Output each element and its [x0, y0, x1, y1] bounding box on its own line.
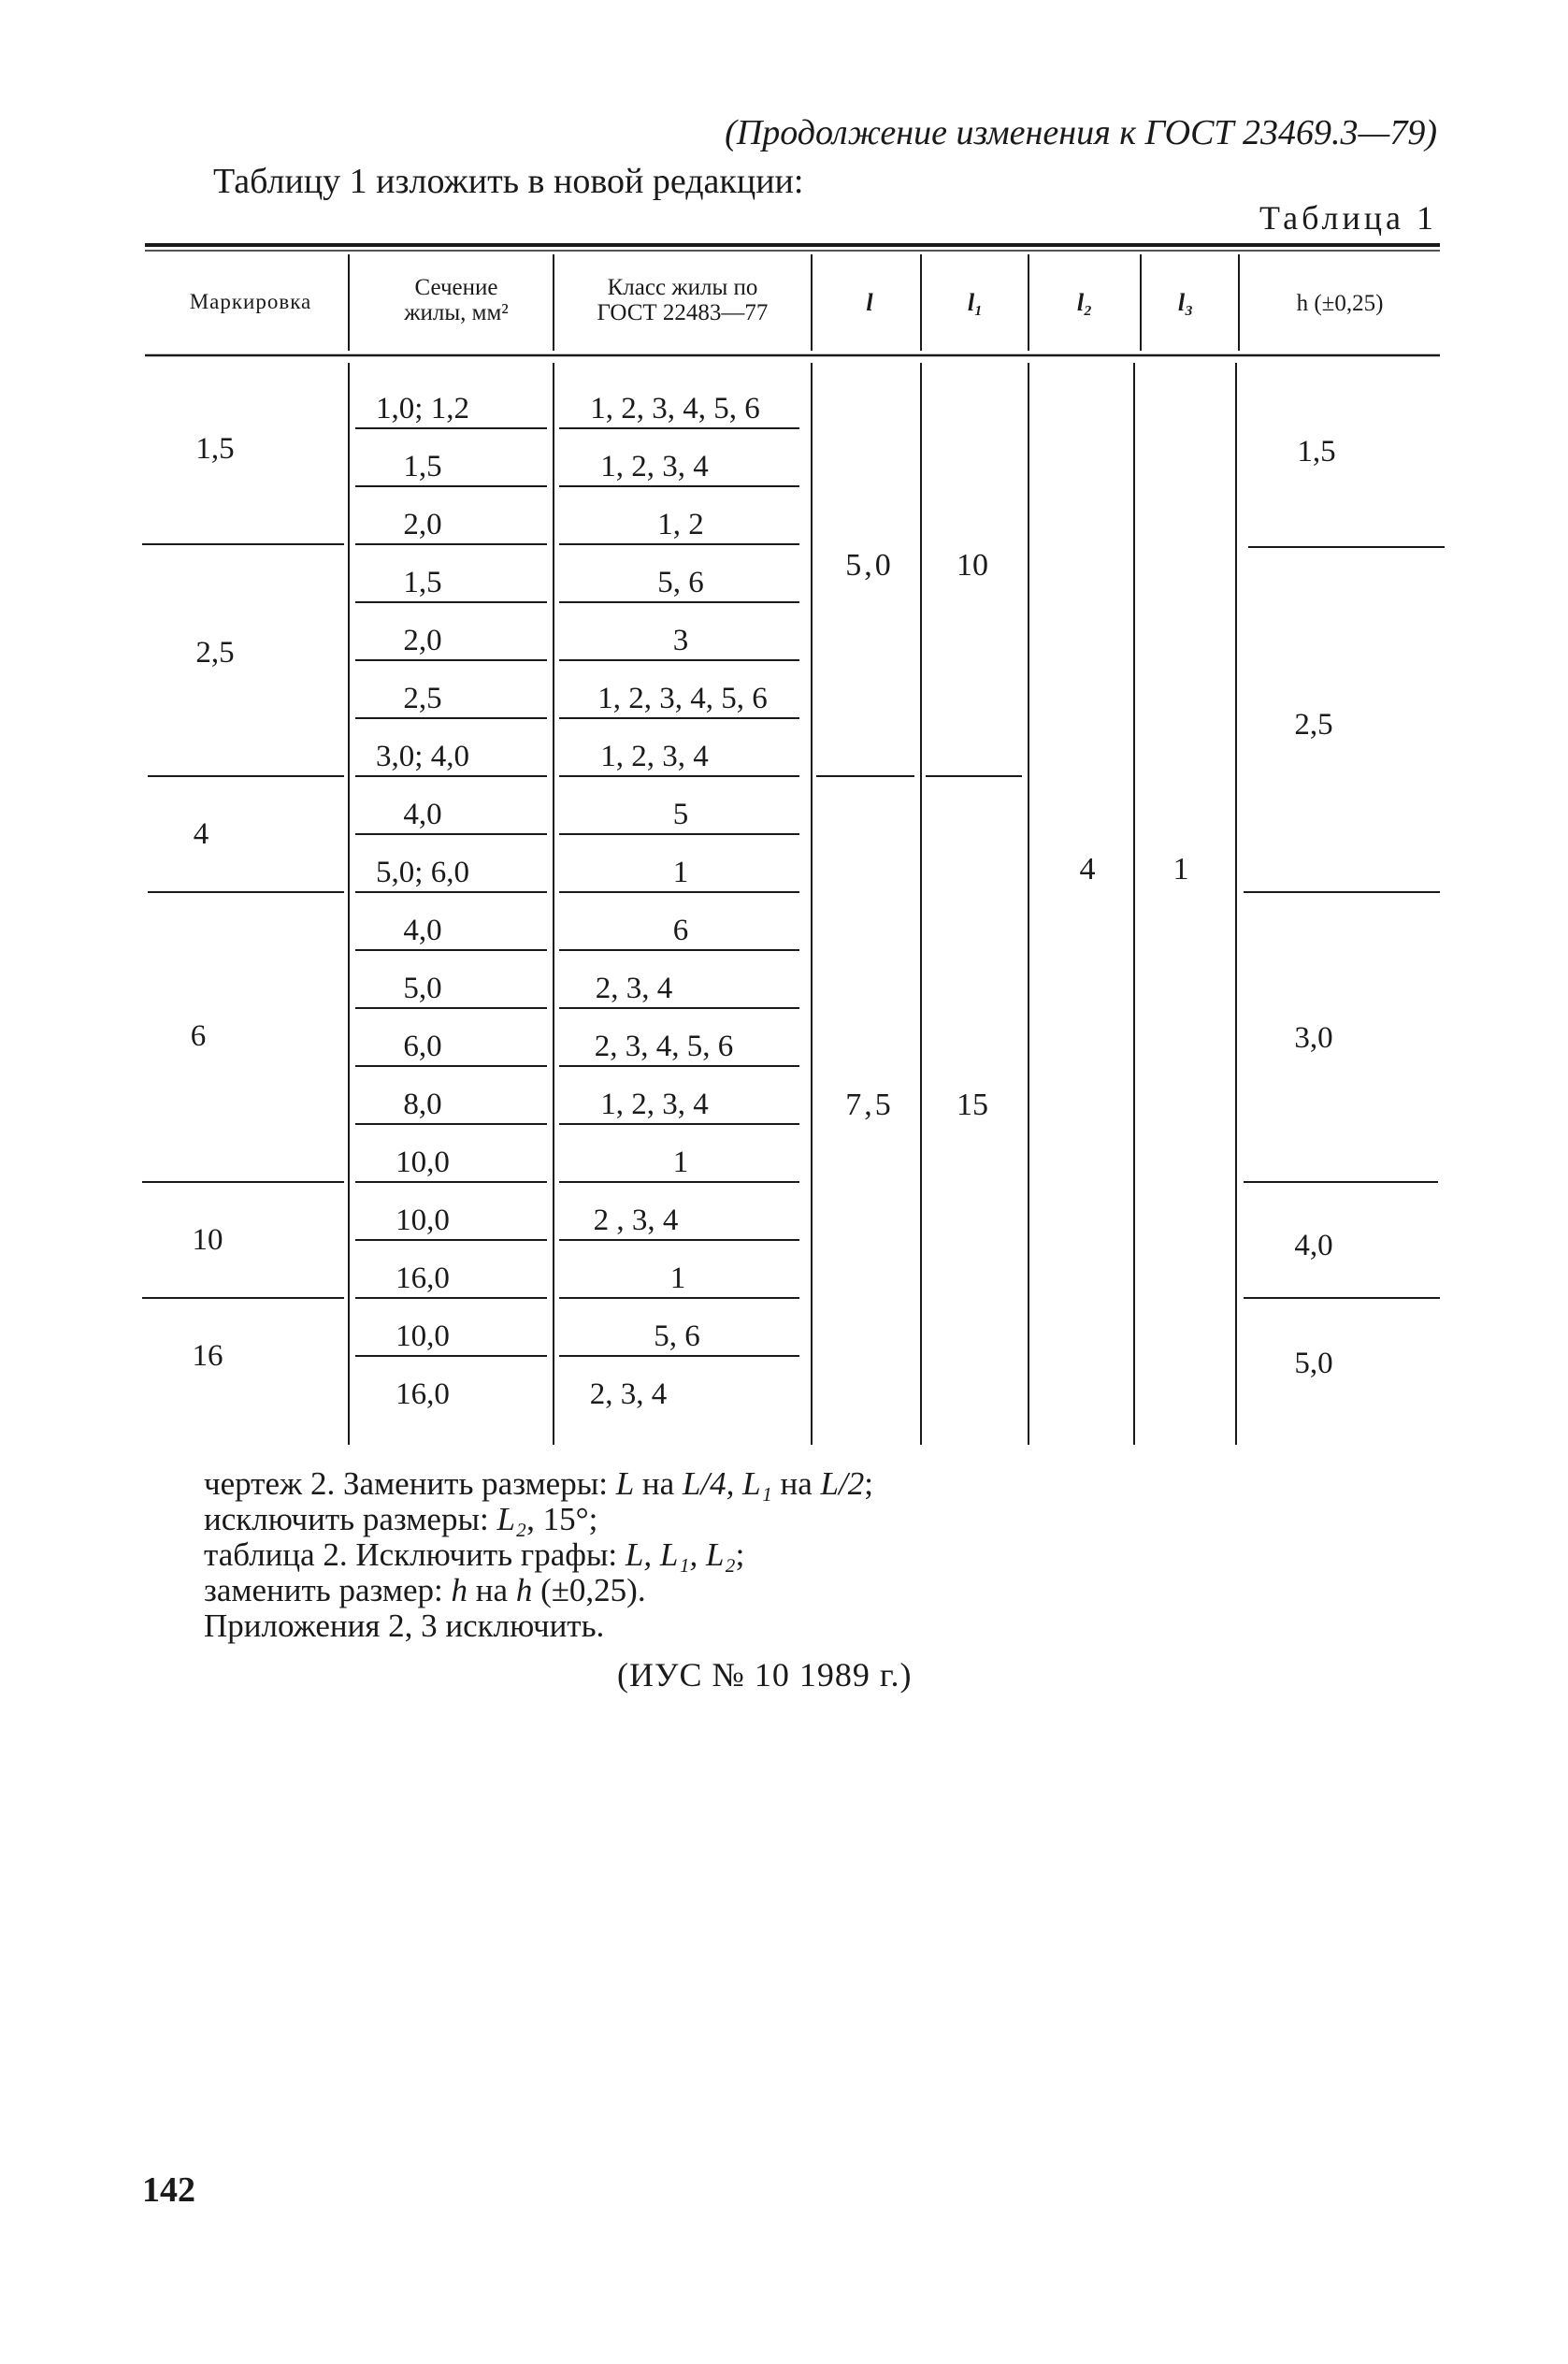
h-value: 3,0: [1294, 1021, 1333, 1055]
header-class-2: ГОСТ 22483—77: [597, 300, 769, 325]
header-h: h (±0,25): [1296, 291, 1384, 316]
class-cell: 1: [669, 1261, 686, 1295]
h-value: 1,5: [1297, 435, 1336, 468]
class-cell: 2, 3, 4: [589, 1377, 668, 1411]
l3-value: 1: [1172, 852, 1189, 886]
amendment-notes: [204, 1466, 873, 1644]
section-cell: 6,0: [403, 1030, 442, 1063]
class-cell: 1, 2, 3, 4, 5, 6: [590, 392, 760, 425]
page-number: 142: [142, 2170, 195, 2210]
l1-value: 10: [957, 548, 988, 583]
section-cell: 10,0: [396, 1204, 450, 1237]
marking-value: 4: [193, 817, 209, 851]
section-cell: 16,0: [396, 1261, 450, 1295]
h-value: 2,5: [1294, 708, 1333, 742]
intro-text: Таблицу 1 изложить в новой редакции:: [213, 162, 804, 201]
class-cell: 2 , 3, 4: [593, 1204, 679, 1237]
class-cell: 2, 3, 4: [595, 972, 673, 1005]
header-l1: l₁: [967, 289, 984, 316]
header-marking: Маркировка: [189, 290, 312, 313]
section-cell: 3,0; 4,0: [376, 740, 469, 773]
header-l2: l₂: [1076, 289, 1093, 316]
section-cell: 8,0: [403, 1088, 442, 1121]
section-cell: 2,0: [403, 624, 442, 657]
class-cell: 1, 2, 3, 4, 5, 6: [597, 682, 768, 715]
class-cell: 1: [672, 1146, 689, 1179]
l-value: 5,0: [845, 548, 894, 583]
note-line-4: заменить размер: h на h (±0,25).: [204, 1572, 646, 1608]
note-line-5: Приложения 2, 3 исключить.: [204, 1607, 605, 1644]
class-cell: 5, 6: [657, 566, 704, 599]
class-cell: 2, 3, 4, 5, 6: [594, 1030, 734, 1063]
page-header: (Продолжение изменения к ГОСТ 23469.3—79): [725, 113, 1437, 152]
section-cell: 2,0: [403, 508, 442, 541]
section-cell: 16,0: [396, 1377, 450, 1411]
ius-reference: (ИУС № 10 1989 г.): [617, 1656, 913, 1694]
header-l: l: [866, 289, 873, 316]
h-value: 5,0: [1294, 1347, 1333, 1380]
class-cell: 3: [672, 624, 689, 657]
l2-value: 4: [1079, 852, 1096, 886]
class-cell: 1, 2: [657, 508, 704, 541]
header-l3: l₃: [1177, 289, 1194, 316]
section-cell: 4,0: [403, 914, 442, 947]
section-cell: 5,0: [403, 972, 442, 1005]
h-rules: [1244, 547, 1445, 1298]
marking-value: 10: [192, 1223, 223, 1257]
h-value: 4,0: [1294, 1229, 1333, 1262]
note-line-2: исключить размеры: L₂, 15°;: [204, 1501, 598, 1537]
class-cell: 6: [672, 914, 689, 947]
section-cell: 1,5: [403, 566, 442, 599]
section-cell: 5,0; 6,0: [376, 856, 469, 889]
header-class-1: Класс жилы по: [607, 275, 758, 300]
section-cell: 4,0: [403, 798, 442, 831]
section-cell: 1,0; 1,2: [376, 392, 469, 425]
l-value: 7,5: [845, 1088, 894, 1122]
note-line-3: таблица 2. Исключить графы: L, L₁, L₂;: [204, 1536, 745, 1573]
section-cell: 10,0: [396, 1146, 450, 1179]
note-line-1: чертеж 2. Заменить размеры: L на L/4, L₁ на L/2;: [204, 1465, 873, 1502]
class-cell: 5, 6: [654, 1319, 700, 1353]
class-cell: 1, 2, 3, 4: [600, 740, 709, 773]
header-section-1: Сечение: [414, 275, 498, 300]
marking-value: 6: [190, 1019, 207, 1053]
marking-value: 2,5: [195, 636, 235, 670]
l1-value: 15: [957, 1088, 988, 1122]
class-cell: 1, 2, 3, 4: [600, 450, 709, 483]
class-cell: 1, 2, 3, 4: [600, 1088, 709, 1121]
section-cell: 1,5: [403, 450, 442, 483]
marking-rules: [142, 544, 344, 1298]
marking-value: 16: [192, 1339, 223, 1373]
class-cell: 5: [672, 798, 689, 831]
section-cell: 2,5: [403, 682, 442, 715]
section-cell: 10,0: [396, 1319, 450, 1353]
table-title: Таблица 1: [1259, 199, 1437, 237]
marking-value: 1,5: [195, 432, 235, 466]
class-cell: 1: [672, 856, 689, 889]
header-section-2: жилы, мм²: [404, 300, 509, 325]
